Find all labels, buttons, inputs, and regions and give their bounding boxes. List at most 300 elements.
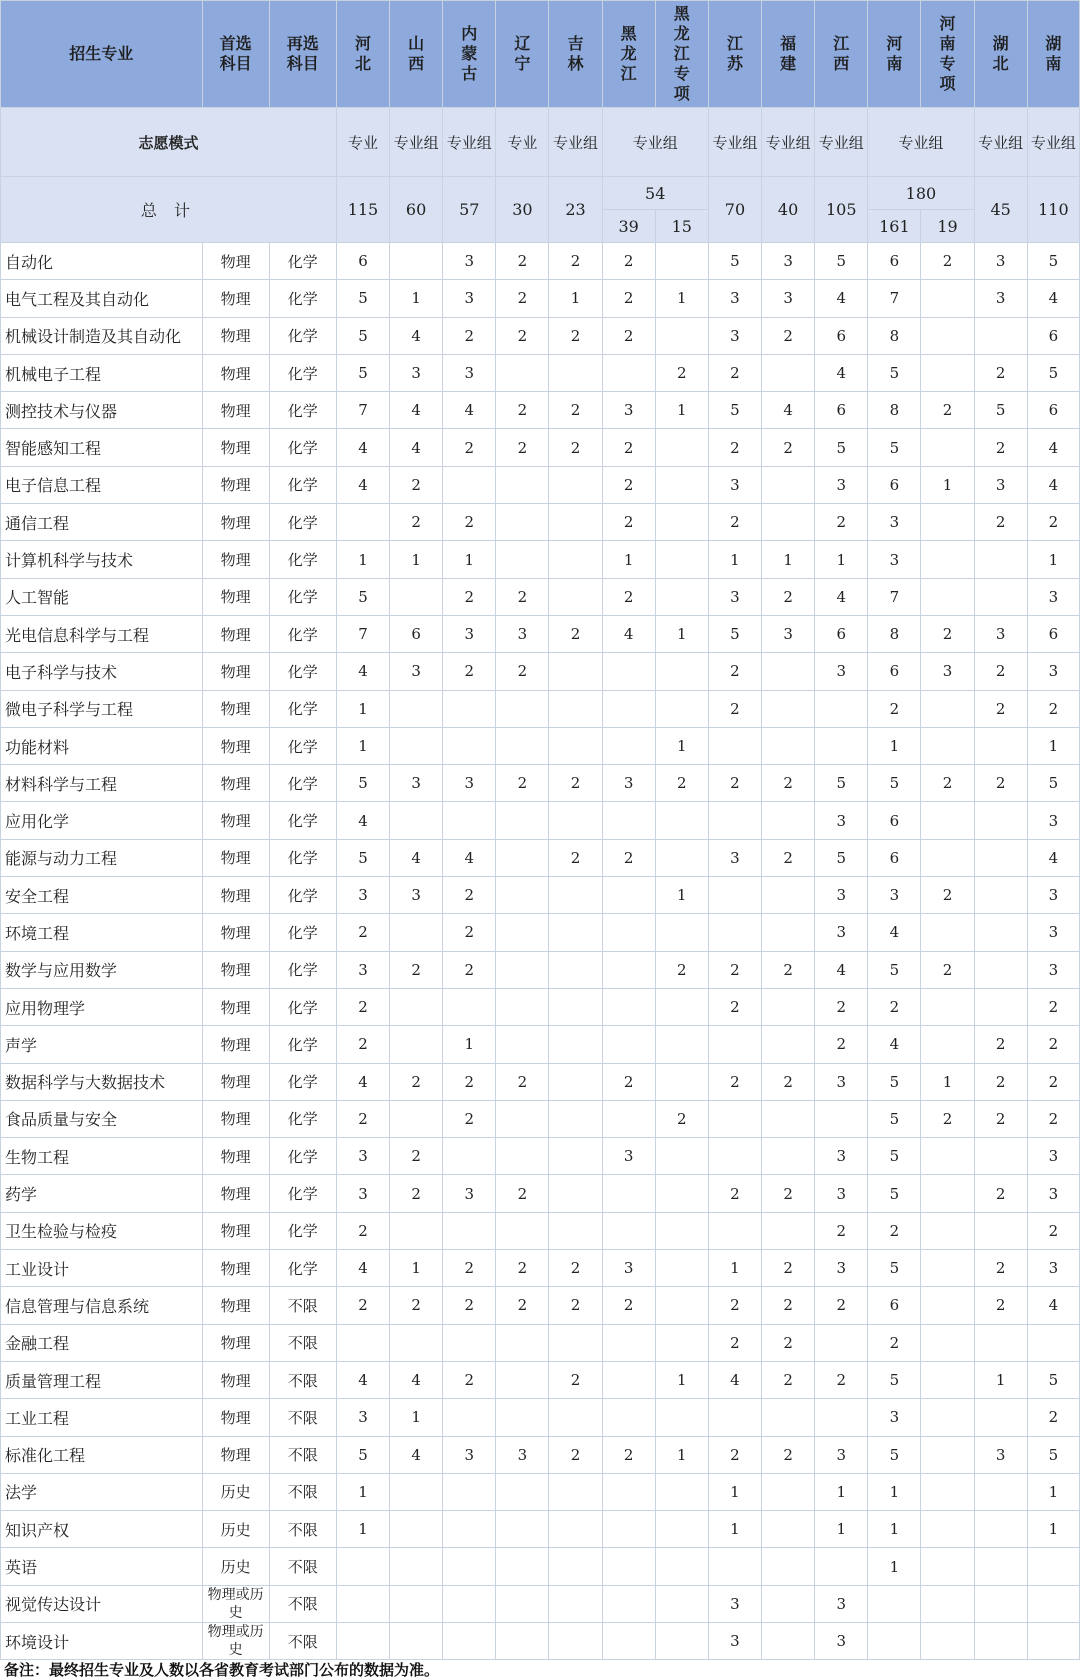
quota-cell — [762, 1622, 815, 1659]
mode-cell: 专业组 — [868, 108, 974, 177]
quota-cell: 2 — [602, 1287, 655, 1324]
quota-cell: 2 — [868, 1212, 921, 1249]
quota-cell — [390, 1212, 443, 1249]
major-name: 应用物理学 — [1, 988, 203, 1025]
quota-cell: 2 — [602, 280, 655, 317]
quota-cell: 3 — [815, 877, 868, 914]
quota-cell: 1 — [708, 1511, 761, 1548]
first-subject: 物理 — [202, 765, 269, 802]
quota-cell: 2 — [1027, 690, 1079, 727]
quota-cell: 1 — [655, 877, 708, 914]
quota-cell: 2 — [815, 504, 868, 541]
major-name: 质量管理工程 — [1, 1361, 203, 1398]
quota-cell: 5 — [974, 392, 1027, 429]
table-row — [1, 1175, 1080, 1212]
first-subject: 物理 — [202, 1287, 269, 1324]
quota-cell: 1 — [390, 1399, 443, 1436]
table-row — [1, 1511, 1080, 1548]
table-row — [1, 466, 1080, 503]
quota-cell — [921, 1548, 974, 1585]
quota-cell: 4 — [390, 429, 443, 466]
header-province: 江苏 — [708, 1, 761, 108]
quota-cell — [815, 1399, 868, 1436]
quota-cell — [655, 1399, 708, 1436]
quota-cell: 2 — [1027, 1026, 1079, 1063]
quota-cell: 2 — [549, 1361, 602, 1398]
major-name: 安全工程 — [1, 877, 203, 914]
header-province: 山西 — [390, 1, 443, 108]
quota-cell — [921, 1622, 974, 1659]
quota-cell — [496, 1026, 549, 1063]
quota-cell — [496, 1511, 549, 1548]
quota-cell — [655, 1585, 708, 1622]
quota-cell: 4 — [1027, 429, 1079, 466]
second-subject: 化学 — [269, 802, 336, 839]
quota-cell: 2 — [708, 988, 761, 1025]
quota-cell: 2 — [921, 615, 974, 652]
quota-cell — [549, 1212, 602, 1249]
quota-cell: 6 — [868, 839, 921, 876]
quota-cell: 3 — [336, 1138, 389, 1175]
first-subject: 物理 — [202, 653, 269, 690]
quota-cell — [549, 1100, 602, 1137]
quota-cell — [1027, 1585, 1079, 1622]
mode-cell: 专业组 — [815, 108, 868, 177]
quota-cell — [974, 1212, 1027, 1249]
second-subject: 不限 — [269, 1622, 336, 1659]
quota-cell: 6 — [1027, 392, 1079, 429]
header-province: 黑龙江 — [602, 1, 655, 108]
quota-cell: 1 — [549, 280, 602, 317]
quota-cell — [921, 280, 974, 317]
total-cell: 57 — [443, 177, 496, 243]
quota-cell — [974, 1324, 1027, 1361]
major-name: 智能感知工程 — [1, 429, 203, 466]
total-cell: 70 — [708, 177, 761, 243]
quota-cell: 5 — [815, 765, 868, 802]
quota-cell: 1 — [708, 1250, 761, 1287]
quota-cell: 3 — [708, 317, 761, 354]
quota-cell: 6 — [868, 1287, 921, 1324]
quota-cell: 3 — [708, 578, 761, 615]
quota-cell — [921, 1585, 974, 1622]
quota-cell: 3 — [443, 765, 496, 802]
second-subject: 化学 — [269, 1026, 336, 1063]
first-subject: 物理 — [202, 690, 269, 727]
major-name: 英语 — [1, 1548, 203, 1585]
first-subject: 物理 — [202, 951, 269, 988]
quota-cell — [549, 951, 602, 988]
quota-cell: 3 — [496, 1436, 549, 1473]
mode-cell: 专业 — [336, 108, 389, 177]
quota-cell: 2 — [496, 1175, 549, 1212]
table-row — [1, 1138, 1080, 1175]
quota-cell — [602, 653, 655, 690]
second-subject: 不限 — [269, 1473, 336, 1510]
table-row — [1, 914, 1080, 951]
table-row — [1, 578, 1080, 615]
total-cell: 110 — [1027, 177, 1079, 243]
quota-cell: 1 — [708, 1473, 761, 1510]
first-subject: 物理 — [202, 1399, 269, 1436]
quota-cell: 1 — [443, 1026, 496, 1063]
quota-cell — [655, 1063, 708, 1100]
major-name: 金融工程 — [1, 1324, 203, 1361]
table-row — [1, 429, 1080, 466]
quota-cell — [655, 1287, 708, 1324]
table-row — [1, 727, 1080, 764]
quota-cell: 1 — [868, 1548, 921, 1585]
quota-cell — [443, 727, 496, 764]
quota-cell — [602, 1399, 655, 1436]
quota-cell: 2 — [974, 1100, 1027, 1137]
quota-cell: 2 — [762, 1175, 815, 1212]
table-row — [1, 765, 1080, 802]
header-first-subject: 首选科目 — [202, 1, 269, 108]
quota-cell — [443, 1511, 496, 1548]
quota-cell — [390, 1511, 443, 1548]
quota-cell — [602, 951, 655, 988]
total-cell: 19 — [921, 210, 974, 243]
table-row — [1, 802, 1080, 839]
quota-cell: 2 — [443, 1250, 496, 1287]
major-name: 视觉传达设计 — [1, 1585, 203, 1622]
major-name: 通信工程 — [1, 504, 203, 541]
major-name: 机械设计制造及其自动化 — [1, 317, 203, 354]
table-row — [1, 1473, 1080, 1510]
table-row — [1, 1399, 1080, 1436]
quota-cell — [655, 578, 708, 615]
major-name: 卫生检验与检疫 — [1, 1212, 203, 1249]
mode-cell: 专业组 — [390, 108, 443, 177]
quota-cell — [390, 988, 443, 1025]
quota-cell: 3 — [390, 653, 443, 690]
mode-cell: 专业组 — [974, 108, 1027, 177]
quota-cell — [443, 1212, 496, 1249]
quota-cell: 6 — [868, 653, 921, 690]
quota-cell — [443, 1585, 496, 1622]
quota-cell: 2 — [549, 839, 602, 876]
quota-cell — [921, 578, 974, 615]
quota-cell: 2 — [762, 1287, 815, 1324]
quota-cell: 2 — [815, 1287, 868, 1324]
quota-cell: 5 — [815, 429, 868, 466]
second-subject: 不限 — [269, 1548, 336, 1585]
second-subject: 化学 — [269, 578, 336, 615]
quota-cell: 2 — [1027, 504, 1079, 541]
quota-cell: 5 — [336, 354, 389, 391]
quota-cell — [390, 802, 443, 839]
second-subject: 化学 — [269, 354, 336, 391]
second-subject: 化学 — [269, 615, 336, 652]
quota-cell — [602, 1585, 655, 1622]
quota-cell — [708, 727, 761, 764]
quota-cell: 2 — [921, 392, 974, 429]
quota-cell — [602, 802, 655, 839]
major-name: 法学 — [1, 1473, 203, 1510]
major-name: 功能材料 — [1, 727, 203, 764]
quota-cell: 2 — [443, 1100, 496, 1137]
quota-cell — [921, 317, 974, 354]
table-row — [1, 877, 1080, 914]
header-province: 湖北 — [974, 1, 1027, 108]
table-row — [1, 1436, 1080, 1473]
quota-cell: 6 — [1027, 615, 1079, 652]
major-name: 自动化 — [1, 243, 203, 280]
quota-cell — [602, 1324, 655, 1361]
quota-cell — [974, 1473, 1027, 1510]
quota-cell — [655, 1548, 708, 1585]
quota-cell — [602, 690, 655, 727]
quota-cell: 3 — [443, 354, 496, 391]
quota-cell: 2 — [974, 1250, 1027, 1287]
quota-cell: 2 — [336, 1026, 389, 1063]
quota-cell — [762, 727, 815, 764]
first-subject: 历史 — [202, 1473, 269, 1510]
first-subject: 物理 — [202, 1026, 269, 1063]
quota-cell — [921, 727, 974, 764]
quota-cell: 4 — [336, 1361, 389, 1398]
quota-cell — [549, 653, 602, 690]
table-row — [1, 1063, 1080, 1100]
first-subject: 物理 — [202, 1436, 269, 1473]
quota-cell — [974, 951, 1027, 988]
quota-cell: 3 — [708, 1622, 761, 1659]
quota-cell: 2 — [974, 1026, 1027, 1063]
quota-cell: 2 — [602, 504, 655, 541]
major-name: 声学 — [1, 1026, 203, 1063]
quota-cell: 3 — [974, 1436, 1027, 1473]
quota-cell — [921, 988, 974, 1025]
first-subject: 物理 — [202, 280, 269, 317]
quota-cell: 1 — [868, 1511, 921, 1548]
total-cell: 23 — [549, 177, 602, 243]
quota-cell: 4 — [336, 1250, 389, 1287]
quota-cell: 2 — [762, 429, 815, 466]
total-cell: 105 — [815, 177, 868, 243]
quota-cell: 2 — [708, 1175, 761, 1212]
quota-cell — [921, 1212, 974, 1249]
quota-cell: 4 — [390, 839, 443, 876]
quota-cell: 4 — [1027, 1287, 1079, 1324]
quota-cell: 2 — [1027, 1212, 1079, 1249]
quota-cell: 2 — [655, 951, 708, 988]
quota-cell: 3 — [974, 466, 1027, 503]
quota-cell — [390, 1585, 443, 1622]
quota-cell — [602, 914, 655, 951]
header-province: 湖南 — [1027, 1, 1079, 108]
quota-cell: 3 — [1027, 578, 1079, 615]
quota-cell — [602, 1511, 655, 1548]
second-subject: 不限 — [269, 1436, 336, 1473]
quota-cell: 2 — [336, 914, 389, 951]
quota-cell: 2 — [496, 392, 549, 429]
table-row — [1, 541, 1080, 578]
quota-cell — [496, 541, 549, 578]
quota-cell — [549, 802, 602, 839]
quota-cell: 2 — [602, 466, 655, 503]
table-row — [1, 354, 1080, 391]
quota-cell: 3 — [443, 280, 496, 317]
quota-cell: 5 — [868, 1175, 921, 1212]
second-subject: 化学 — [269, 988, 336, 1025]
total-cell: 15 — [655, 210, 708, 243]
quota-cell: 2 — [708, 690, 761, 727]
quota-cell — [496, 877, 549, 914]
quota-cell — [974, 877, 1027, 914]
quota-cell: 5 — [868, 951, 921, 988]
first-subject: 物理 — [202, 466, 269, 503]
header-province: 黑龙江专项 — [655, 1, 708, 108]
quota-cell: 2 — [496, 653, 549, 690]
second-subject: 化学 — [269, 243, 336, 280]
total-cell: 161 — [868, 210, 921, 243]
quota-cell — [496, 1212, 549, 1249]
quota-cell: 2 — [602, 243, 655, 280]
quota-cell: 2 — [390, 1138, 443, 1175]
quota-cell: 2 — [974, 653, 1027, 690]
quota-cell: 2 — [708, 429, 761, 466]
quota-cell — [921, 1436, 974, 1473]
major-name: 应用化学 — [1, 802, 203, 839]
major-name: 电气工程及其自动化 — [1, 280, 203, 317]
total-cell: 45 — [974, 177, 1027, 243]
quota-cell: 1 — [1027, 727, 1079, 764]
quota-cell: 2 — [762, 839, 815, 876]
quota-cell: 4 — [815, 354, 868, 391]
quota-cell — [443, 1548, 496, 1585]
quota-cell — [496, 1473, 549, 1510]
quota-cell — [762, 690, 815, 727]
quota-cell — [390, 727, 443, 764]
quota-cell: 1 — [443, 541, 496, 578]
second-subject: 化学 — [269, 466, 336, 503]
quota-cell — [762, 1473, 815, 1510]
quota-cell: 2 — [708, 951, 761, 988]
first-subject: 物理 — [202, 354, 269, 391]
quota-cell: 2 — [390, 504, 443, 541]
quota-cell: 3 — [602, 765, 655, 802]
total-row — [1, 177, 1080, 210]
quota-cell: 4 — [868, 1026, 921, 1063]
quota-cell — [443, 1399, 496, 1436]
table-row — [1, 615, 1080, 652]
quota-cell — [655, 1250, 708, 1287]
quota-cell: 4 — [815, 280, 868, 317]
major-name: 知识产权 — [1, 1511, 203, 1548]
quota-cell — [708, 877, 761, 914]
quota-cell — [974, 914, 1027, 951]
header-second-subject: 再选科目 — [269, 1, 336, 108]
quota-cell: 3 — [815, 653, 868, 690]
quota-cell — [655, 243, 708, 280]
quota-cell: 2 — [762, 578, 815, 615]
quota-cell — [549, 1585, 602, 1622]
quota-cell — [974, 317, 1027, 354]
quota-cell — [974, 578, 1027, 615]
quota-cell: 1 — [815, 541, 868, 578]
footnote: 备注：最终招生专业及人数以各省教育考试部门公布的数据为准。 — [4, 1661, 440, 1679]
mode-row — [1, 108, 1080, 177]
first-subject: 物理 — [202, 429, 269, 466]
quota-cell: 2 — [496, 317, 549, 354]
quota-cell: 2 — [974, 1287, 1027, 1324]
quota-cell: 3 — [815, 1250, 868, 1287]
quota-cell — [921, 1138, 974, 1175]
quota-cell — [336, 1324, 389, 1361]
quota-cell — [974, 541, 1027, 578]
quota-cell — [602, 1473, 655, 1510]
quota-cell: 7 — [868, 578, 921, 615]
quota-cell — [443, 1324, 496, 1361]
table-row — [1, 1250, 1080, 1287]
quota-cell: 8 — [868, 317, 921, 354]
quota-cell: 2 — [974, 354, 1027, 391]
second-subject: 化学 — [269, 317, 336, 354]
quota-cell: 2 — [1027, 1063, 1079, 1100]
second-subject: 化学 — [269, 280, 336, 317]
quota-cell: 2 — [1027, 1100, 1079, 1137]
quota-cell: 3 — [1027, 653, 1079, 690]
quota-cell: 2 — [708, 653, 761, 690]
header-row — [1, 1, 1080, 108]
quota-cell: 5 — [336, 578, 389, 615]
quota-cell — [655, 653, 708, 690]
quota-cell — [974, 802, 1027, 839]
quota-cell: 3 — [443, 1436, 496, 1473]
quota-cell: 3 — [815, 802, 868, 839]
quota-cell — [549, 504, 602, 541]
quota-cell: 7 — [868, 280, 921, 317]
quota-cell — [974, 1585, 1027, 1622]
quota-cell — [496, 1100, 549, 1137]
quota-cell: 2 — [443, 877, 496, 914]
first-subject: 物理 — [202, 1212, 269, 1249]
second-subject: 化学 — [269, 1250, 336, 1287]
quota-cell: 1 — [336, 541, 389, 578]
quota-cell — [443, 1622, 496, 1659]
quota-cell: 2 — [762, 1250, 815, 1287]
quota-cell — [549, 877, 602, 914]
quota-cell: 3 — [815, 466, 868, 503]
major-name: 标准化工程 — [1, 1436, 203, 1473]
quota-cell: 2 — [390, 1287, 443, 1324]
quota-cell: 6 — [390, 615, 443, 652]
quota-cell — [655, 1175, 708, 1212]
quota-cell: 3 — [708, 466, 761, 503]
quota-cell — [655, 1324, 708, 1361]
quota-cell: 1 — [921, 466, 974, 503]
quota-cell: 5 — [336, 765, 389, 802]
quota-cell: 1 — [655, 1436, 708, 1473]
second-subject: 化学 — [269, 541, 336, 578]
quota-cell: 1 — [974, 1361, 1027, 1398]
quota-cell: 1 — [655, 615, 708, 652]
quota-cell — [921, 504, 974, 541]
quota-cell — [655, 988, 708, 1025]
quota-cell — [762, 1026, 815, 1063]
quota-cell — [496, 1548, 549, 1585]
quota-cell — [655, 1511, 708, 1548]
quota-cell: 2 — [549, 1250, 602, 1287]
first-subject: 物理 — [202, 541, 269, 578]
quota-cell — [602, 988, 655, 1025]
quota-cell: 3 — [1027, 877, 1079, 914]
quota-cell — [443, 988, 496, 1025]
first-subject: 物理 — [202, 1361, 269, 1398]
quota-cell: 2 — [974, 429, 1027, 466]
quota-cell: 6 — [1027, 317, 1079, 354]
